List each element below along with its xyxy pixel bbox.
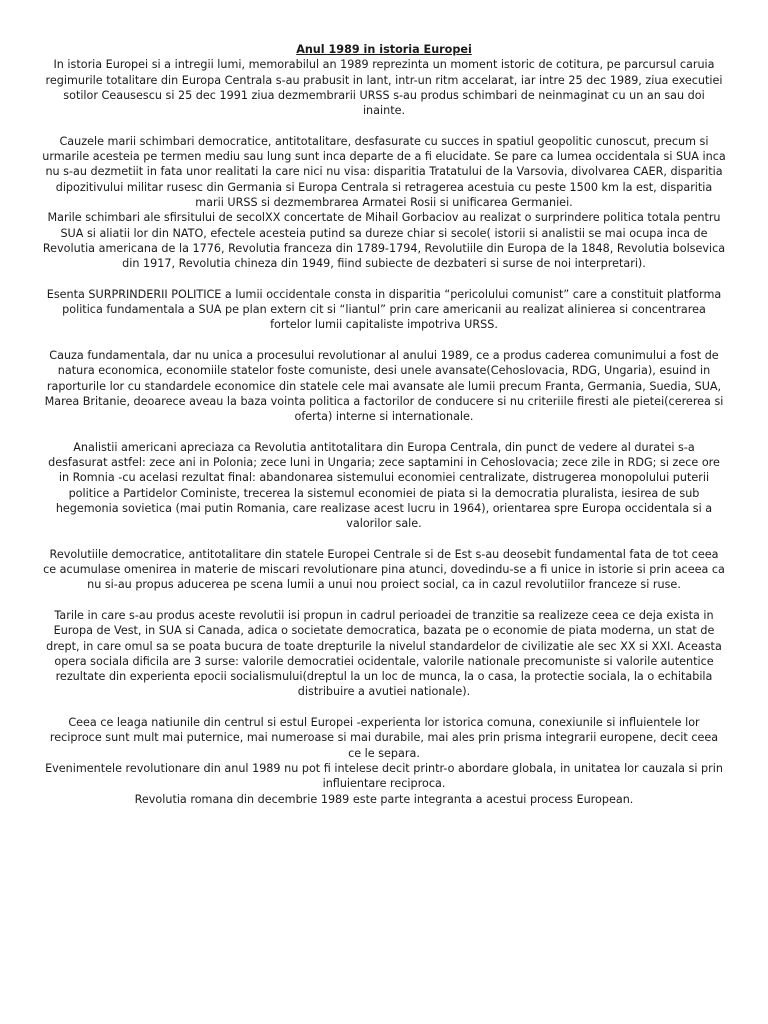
paragraph-political-surprise: Esenta SURPRINDERII POLITICE a lumii occidentale consta in disparitia “pericolului comunist” care a constituit platforma politica fundamentala a SUA pe plan extern cit si “liantul” prin care americanii au realizat alinierea si concentrarea fortelor lumii capitaliste impotriva URSS.: [46, 287, 722, 332]
paragraph-economic-cause: Cauza fundamentala, dar nu unica a procesului revolutionar al anului 1989, ce a produs caderea comunimului a fost de natura economica, economiile statelor foste comuniste, desi unele avansate(Cehoslovacia, RDG, Ungaria), esuind in raporturile lor cu standardele economice din statele cele mai avansate ale lumii precum Franta, Germania, Suedia, SUA, Marea Britanie, deoarece aveau la baza vointa politica a factorilor de conducere si nu criteriile firesti ale pietei(cererea si oferta) interne si internationale.: [44, 348, 724, 424]
paragraph-gorbachev: Marile schimbari ale sfirsitului de secolXX concertate de Mihail Gorbaciov au realizat o surprindere politica totala pentru SUA si aliatii lor din NATO, efectele acesteia putind sa dureze chiar si secole( istorii si analistii se mai ocupa inca de Revolutia americana de la 1776, Revolutia franceza din 1789-1794, Revolutiile din Europa de la 1848, Revolutia bolsevica din 1917, Revolutia chineza din 1949, fiind subiecte de dezbateri si surse de noi interpretari).: [42, 211, 726, 271]
document-page: [42, 42, 726, 807]
paragraph-transition: Tarile in care s-au produs aceste revolutii isi propun in cadrul perioadei de tranzitie sa realizeze ceea ce deja exista in Europa de Vest, in SUA si Canada, adica o societate democratica, bazata pe o economie de piata moderna, un stat de drept, in care omul sa se poata bucura de toate drepturile la nivelul standardelor de civilizatie ale sec XX si XXI. Aceasta opera sociala dificila are 3 surse: valorile democratiei ocidentale, valorile nationale precomuniste si valorile autentice rezultate din experienta epocii socialismului(dreptul la un loc de munca, la o casa, la protectie sociala, la o echitabila distribuire a avutiei nationale).: [46, 608, 722, 699]
paragraph-romanian-revolution: Revolutia romana din decembrie 1989 este parte integranta a acestui process European.: [134, 792, 634, 806]
paragraph-common-experience: Ceea ce leaga natiunile din centrul si estul Europei -experienta lor istorica comuna, conexiunile si influientele lor reciproce sunt mult mai puternice, mai numeroase si mai durabile, mai ales prin prisma integrarii europene, decit ceea ce le separa.: [49, 716, 719, 760]
paragraph-global-approach: Evenimentele revolutionare din anul 1989 nu pot fi intelese decit printr-o abordare globala, in unitatea lor cauzala si prin influientare reciproca.: [45, 761, 723, 791]
paragraph-intro: In istoria Europei si a intregii lumi, memorabilul an 1989 reprezinta un moment istoric de cotitura, pe parcursul caruia regimurile totalitare din Europa Centrala s-au prabusit in lant, intr-un ritm accelarat, iar intre 25 dec 1989, ziua executiei sotilor Ceausescu si 25 dec 1991 ziua dezmembrarii URSS s-au produs schimbari de neinmaginat cu un an sau doi inainte.: [45, 58, 723, 118]
paragraph-duration: Analistii americani apreciaza ca Revolutia antitotalitara din Europa Centrala, din punct de vedere al duratei s-a desfasurat astfel: zece ani in Polonia; zece luni in Ungaria; zece saptamini in Cehoslovacia; zece zile in RDG; si zece ore in Romnia -cu acelasi rezultat final: abandonarea sistemului economiei centralizate, distrugerea monopolului puterii politice a Partidelor Coministe, trecerea la sistemul economiei de piata si la democratia pluralista, iesirea de sub hegemonia sovietica (mai putin Romania, care realizase acest lucru in 1964), orientarea spre Europa occidentala si a valorilor sale.: [48, 440, 720, 531]
paragraph-uniqueness: Revolutiile democratice, antitotalitare din statele Europei Centrale si de Est s-au deosebit fundamental fata de tot ceea ce acumulase omenirea in materie de miscari revolutionare pina atunci, dovedindu-se a fi unice in istorie si prin aceea ca nu si-au propus aducerea pe scena lumii a unui nou proiect social, ca in cazul revolutiilor franceze si ruse.: [43, 547, 725, 592]
paragraph-causes: Cauzele marii schimbari democratice, antitotalitare, desfasurate cu succes in spatiul geopolitic cunoscut, precum si urmarile acesteia pe termen mediu sau lung sunt inca departe de a fi elucidate. Se pare ca lumea occidentala si SUA inca nu s-au dezmetiit in fata unor realitati la care nici nu visa: disparitia Tratatului de la Varsovia, divolvarea CAER, disparitia dipozitivului militar rusesc din Germania si Europa Centrala si retragerea acestuia cu peste 1500 km la est, disparitia marii URSS si dezmembrarea Armatei Rosii si unificarea Germaniei.: [42, 134, 726, 209]
document-title: Anul 1989 in istoria Europei: [296, 43, 472, 56]
